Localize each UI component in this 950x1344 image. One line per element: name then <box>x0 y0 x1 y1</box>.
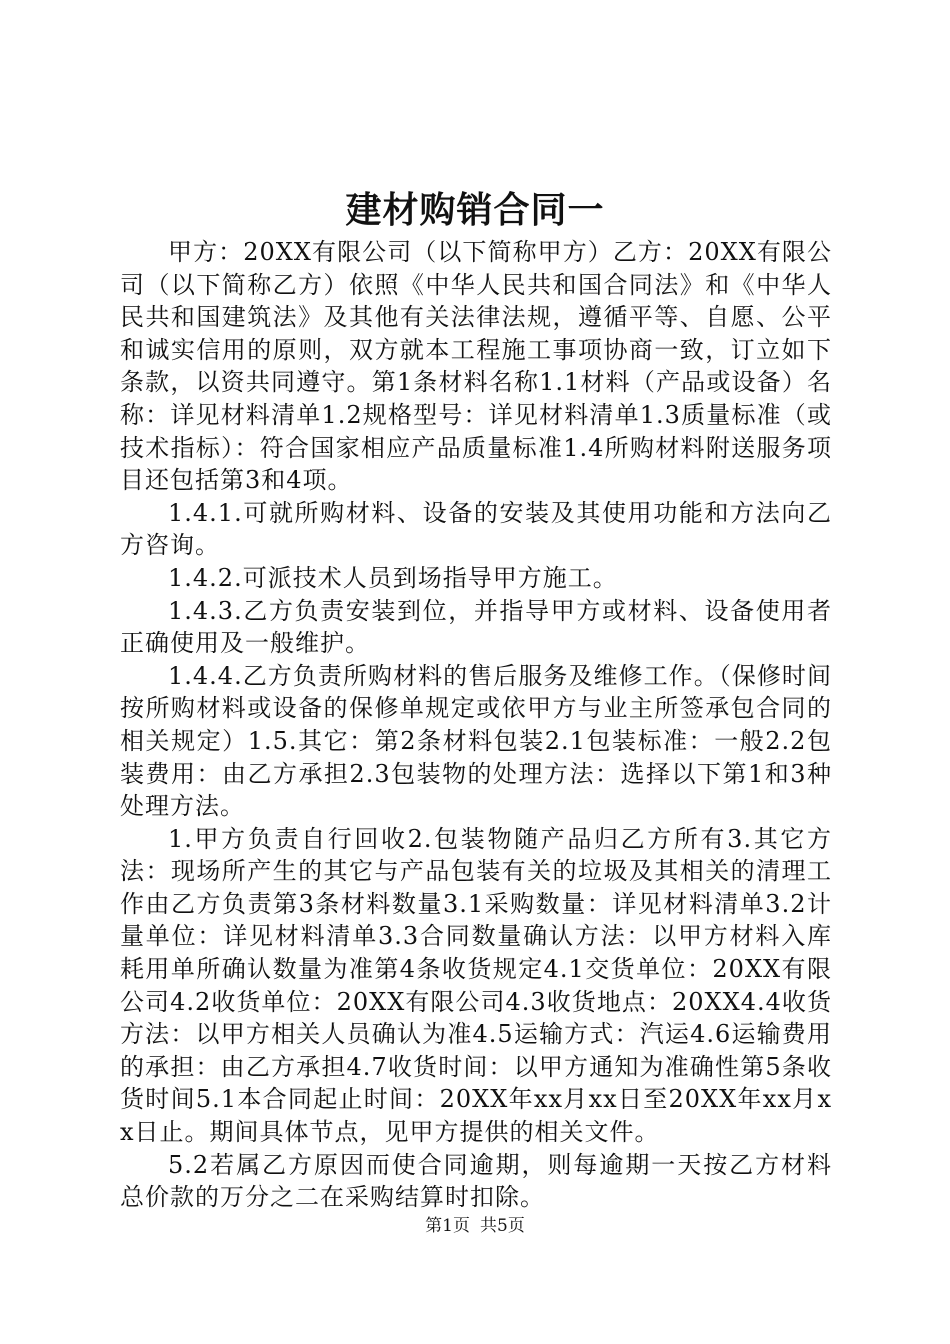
paragraph-3: 1.4.2.可派技术人员到场指导甲方施工。 <box>168 563 618 592</box>
paragraph-5: 1.4.4.乙方负责所购材料的售后服务及维修工作。（保修时间按所购材料或设备的保修单规定或依甲方与业主所签承包合同的相关规定）1.5.其它：第2条材料包装2.1包装标准：一般2.2包装费用：由乙方承担2.3包装物的处理方法：选择以下第1和3种处理方法。 <box>120 661 832 821</box>
paragraph-1: 甲方：20XX有限公司（以下简称甲方）乙方：20XX有限公司（以下简称乙方）依照《中华人民共和国合同法》和《中华人民共和国建筑法》及其他有关法律法规，遵循平等、自愿、公平和诚实信用的原则，双方就本工程施工事项协商一致，订立如下条款，以资共同遵守。第1条材料名称1.1材料（产品或设备）名称：详见材料清单1.2规格型号：详见材料清单1.3质量标准（或技术指标）：符合国家相应产品质量标准1.4所购材料附送服务项目还包括第3和4项。 <box>120 238 832 495</box>
paragraph-2: 1.4.1.可就所购材料、设备的安装及其使用功能和方法向乙方咨询。 <box>120 498 832 560</box>
paragraph-4: 1.4.3.乙方负责安装到位，并指导甲方或材料、设备使用者正确使用及一般维护。 <box>120 596 832 658</box>
document-body <box>120 236 832 1214</box>
document-title: 建材购销合同一 <box>345 189 605 231</box>
paragraph-6: 1.甲方负责自行回收2.包装物随产品归乙方所有3.其它方法：现场所产生的其它与产品包装有关的垃圾及其相关的清理工作由乙方负责第3条材料数量3.1采购数量：详见材料清单3.2计量单位：详见材料清单3.3合同数量确认方法：以甲方材料入库耗用单所确认数量为准第4条收货规定4.1交货单位：20XX有限公司4.2收货单位：20XX有限公司4.3收货地点：20XX4.4收货方法：以甲方相关人员确认为准4.5运输方式：汽运4.6运输费用的承担：由乙方承担4.7收货时间：以甲方通知为准确性第5条收货时间5.1本合同起止时间：20XX年xx月xx日至20XX年xx月xx日止。期间具体节点，见甲方提供的相关文件。 <box>120 824 832 1147</box>
page-total: 共5页 <box>480 1216 525 1236</box>
paragraph-7: 5.2若属乙方原因而使合同逾期，则每逾期一天按乙方材料总价款的万分之二在采购结算时扣除。 <box>120 1150 832 1212</box>
page-number: 第1页 <box>425 1216 470 1236</box>
page-footer <box>0 1215 950 1237</box>
